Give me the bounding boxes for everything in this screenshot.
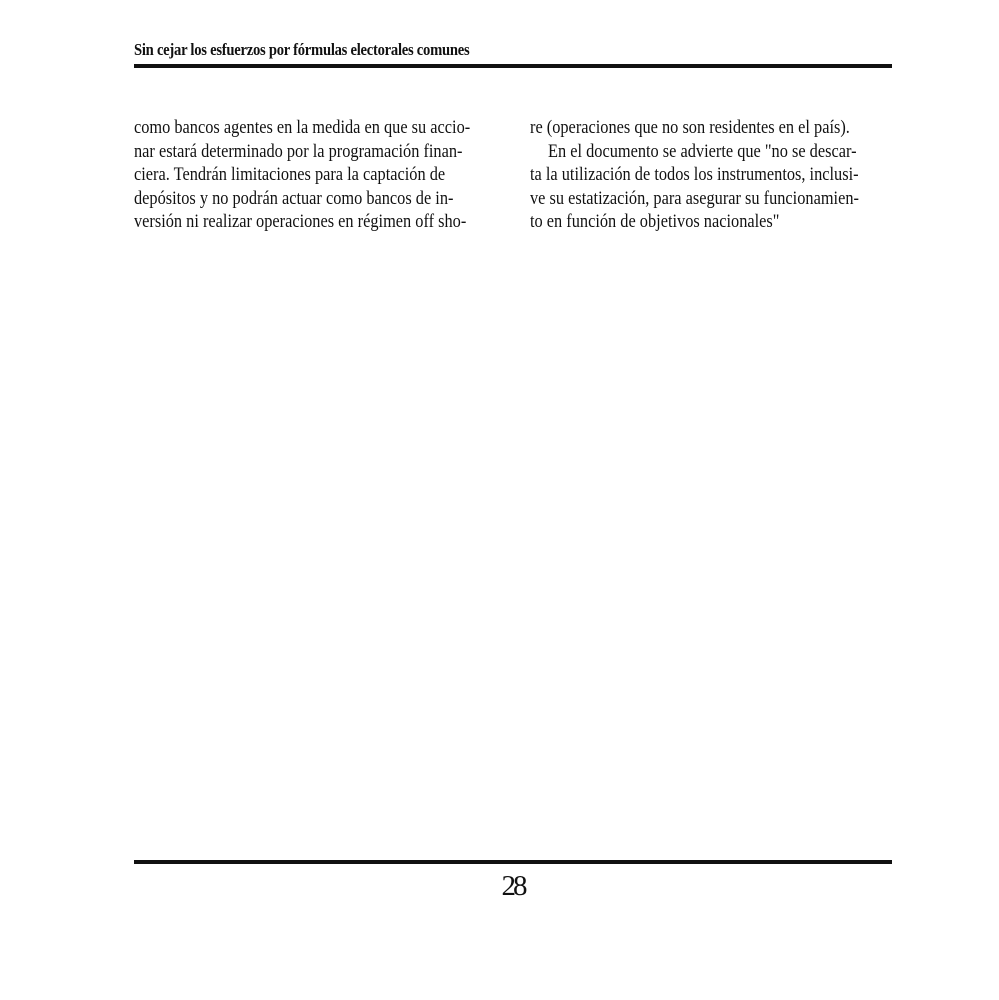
- paragraph-line: re (operaciones que no son residentes en el país).: [530, 117, 850, 138]
- right-text-column: [530, 116, 890, 234]
- running-header-title: Sin cejar los esfuerzos por fórmulas electorales comunes: [134, 40, 470, 59]
- footer-rule: [134, 860, 892, 864]
- paragraph-line: nar estará determinado por la programación finan-: [134, 140, 463, 162]
- page-number: 28: [501, 870, 525, 902]
- paragraph-line: depósitos y no podrán actuar como bancos de in-: [134, 187, 454, 209]
- paragraph-line: to en función de objetivos nacionales": [530, 211, 780, 232]
- paragraph-indent-line: En el documento se advierte que "no se descar-: [548, 140, 857, 162]
- header-rule: [134, 64, 892, 68]
- paragraph-line: como bancos agentes en la medida en que su accio-: [134, 117, 471, 138]
- left-text-column: [134, 116, 494, 234]
- paragraph-line: ciera. Tendrán limitaciones para la captación de: [134, 164, 446, 185]
- paragraph-line: versión ni realizar operaciones en régimen off sho-: [134, 211, 467, 232]
- paragraph-line: ta la utilización de todos los instrumentos, inclusi-: [530, 164, 859, 185]
- paragraph-line: ve su estatización, para asegurar su funcionamien-: [530, 187, 859, 209]
